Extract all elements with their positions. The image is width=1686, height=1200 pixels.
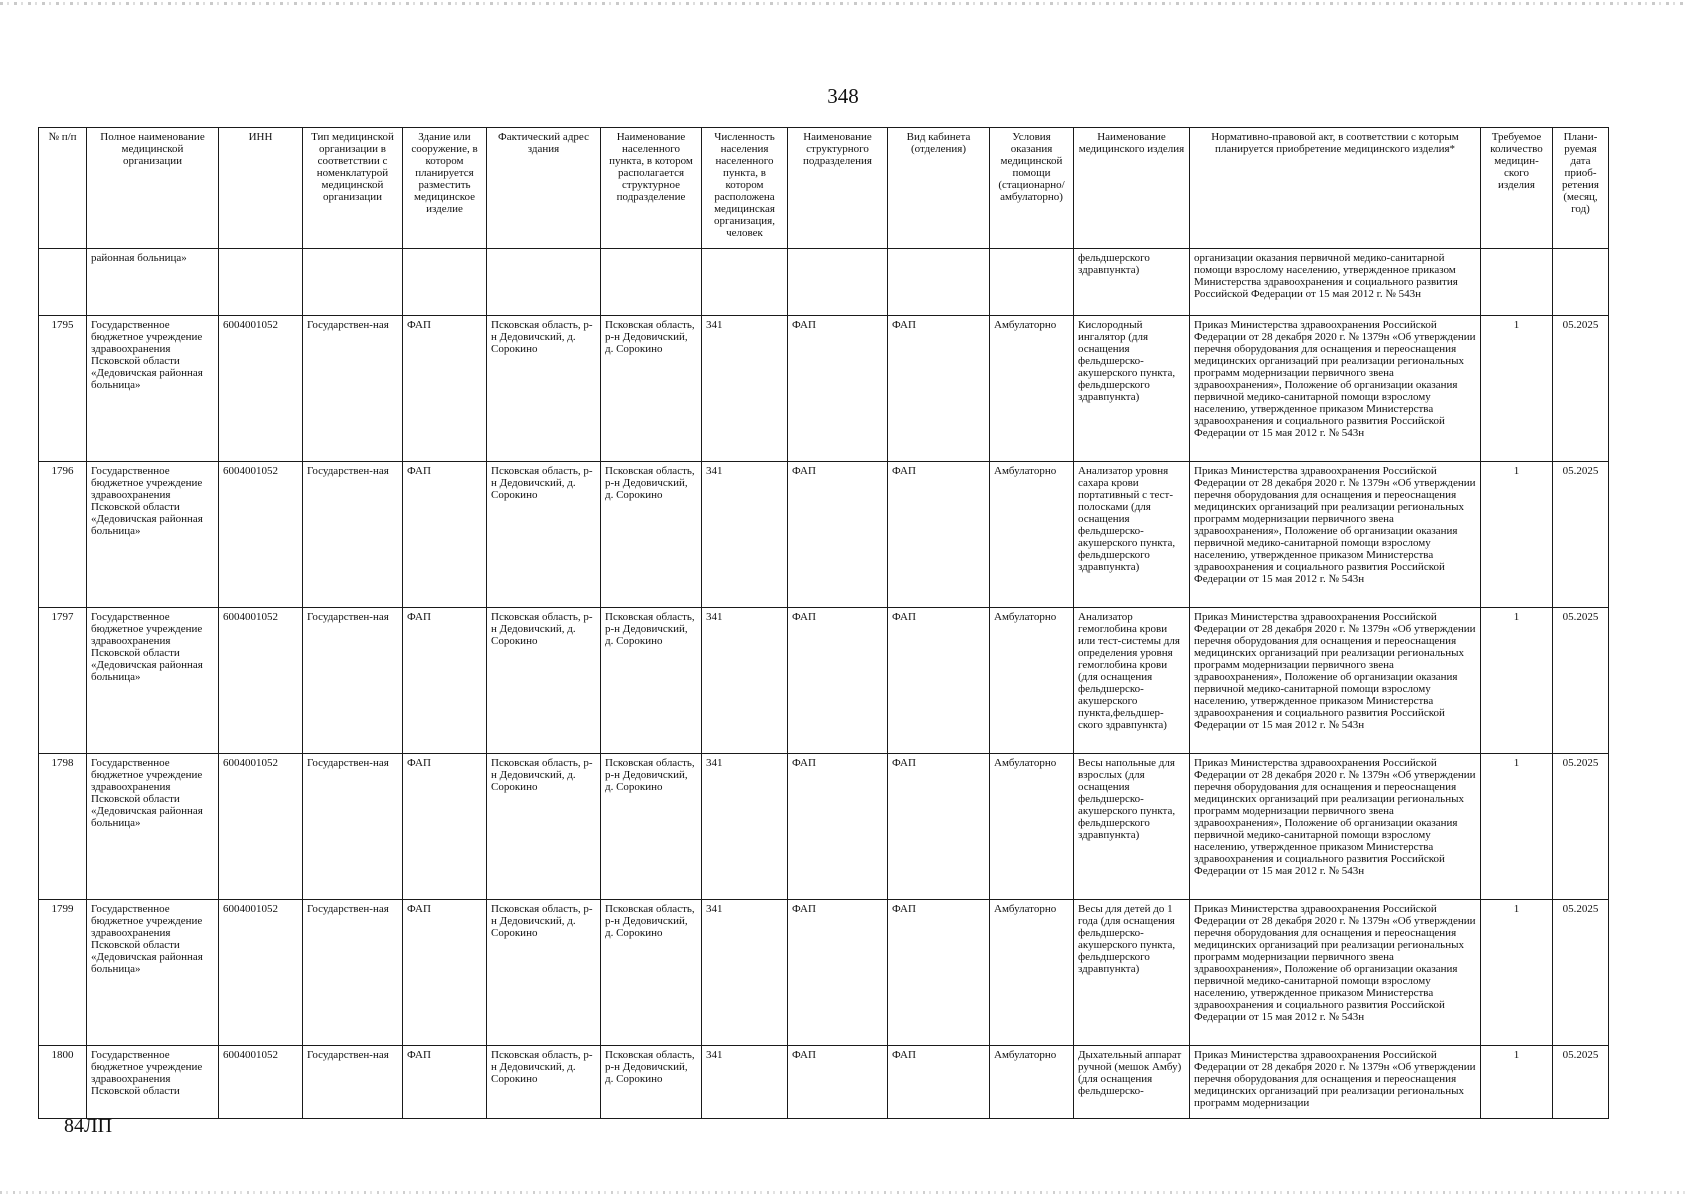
cell-type: [303, 249, 403, 316]
page-number: 348: [827, 84, 859, 108]
cell-num: 1800: [39, 1046, 87, 1119]
cell-address: Псковская область, р-н Дедовичский, д. Сорокино: [487, 900, 601, 1046]
cell-num: 1799: [39, 900, 87, 1046]
header-population: Численность населения населенного пункта, в котором расположена медицинская организация, человек: [702, 128, 788, 249]
cell-org: Государственное бюджетное учреждение здравоохранения Псковской области «Дедовичская районная больница»: [87, 462, 219, 608]
scan-edge-top: [0, 2, 1686, 5]
continuation-row: [39, 249, 1609, 316]
cell-inn: 6004001052: [219, 900, 303, 1046]
cell-type: Государствен-ная: [303, 1046, 403, 1119]
cell-qty: [1481, 249, 1553, 316]
table-row: [39, 900, 1609, 1046]
cell-population: 341: [702, 900, 788, 1046]
cell-locality: Псковская область, р-н Дедовичский, д. Сорокино: [601, 754, 702, 900]
header-inn: ИНН: [219, 128, 303, 249]
cell-device: Кислородный ингалятор (для оснащения фельдшерско-акушерского пункта, фельдшерского здравпункта): [1074, 316, 1190, 462]
cell-type: Государствен-ная: [303, 754, 403, 900]
cell-locality: Псковская область, р-н Дедовичский, д. Сорокино: [601, 1046, 702, 1119]
cell-unit: ФАП: [788, 316, 888, 462]
header-device: Наименование медицинского изделия: [1074, 128, 1190, 249]
cell-unit: [788, 249, 888, 316]
cell-inn: 6004001052: [219, 462, 303, 608]
cell-population: 341: [702, 462, 788, 608]
cell-org: Государственное бюджетное учреждение здравоохранения Псковской области «Дедовичская районная больница»: [87, 316, 219, 462]
cell-num: 1797: [39, 608, 87, 754]
cell-conditions: Амбулаторно: [990, 316, 1074, 462]
cell-qty: 1: [1481, 608, 1553, 754]
cell-conditions: Амбулаторно: [990, 462, 1074, 608]
cell-org: районная больница»: [87, 249, 219, 316]
cell-inn: 6004001052: [219, 754, 303, 900]
cell-population: 341: [702, 754, 788, 900]
cell-qty: 1: [1481, 900, 1553, 1046]
cell-locality: Псковская область, р-н Дедовичский, д. Сорокино: [601, 316, 702, 462]
cell-conditions: [990, 249, 1074, 316]
header-date: Плани-руемая дата приоб-ретения (месяц, год): [1553, 128, 1609, 249]
cell-num: 1798: [39, 754, 87, 900]
cell-num: 1796: [39, 462, 87, 608]
cell-address: Псковская область, р-н Дедовичский, д. Сорокино: [487, 462, 601, 608]
table-row: [39, 462, 1609, 608]
header-address: Фактический адрес здания: [487, 128, 601, 249]
cell-act: Приказ Министерства здравоохранения Российской Федерации от 28 декабря 2020 г. № 1379н «Об утверждении перечня оборудования для оснащения и переоснащения медицинских организаций при реализации региональных программ модернизации первичного звена здравоохранения», Положение об организации оказания первичной медико-санитарной помощи взрослому населению, утвержденное приказом Министерства здравоохранения и социального развития Российской Федерации от 15 мая 2012 г. № 543н: [1190, 754, 1481, 900]
cell-conditions: Амбулаторно: [990, 754, 1074, 900]
cell-locality: Псковская область, р-н Дедовичский, д. Сорокино: [601, 900, 702, 1046]
header-act: Нормативно-правовой акт, в соответствии с которым планируется приобретение медицинского изделия*: [1190, 128, 1481, 249]
header-cabinet: Вид кабинета (отделения): [888, 128, 990, 249]
cell-building: ФАП: [403, 608, 487, 754]
cell-population: [702, 249, 788, 316]
cell-inn: 6004001052: [219, 1046, 303, 1119]
header-type: Тип медицинской организации в соответствии с номенклатурой медицинской организации: [303, 128, 403, 249]
cell-cabinet: ФАП: [888, 900, 990, 1046]
table-row: [39, 754, 1609, 900]
cell-address: [487, 249, 601, 316]
cell-conditions: Амбулаторно: [990, 1046, 1074, 1119]
cell-act: Приказ Министерства здравоохранения Российской Федерации от 28 декабря 2020 г. № 1379н «Об утверждении перечня оборудования для оснащения и переоснащения медицинских организаций при реализации региональных программ модернизации первичного звена здравоохранения», Положение об организации оказания первичной медико-санитарной помощи взрослому населению, утвержденное приказом Министерства здравоохранения и социального развития Российской Федерации от 15 мая 2012 г. № 543н: [1190, 316, 1481, 462]
header-row: [39, 128, 1609, 249]
cell-cabinet: ФАП: [888, 462, 990, 608]
cell-unit: ФАП: [788, 462, 888, 608]
cell-locality: Псковская область, р-н Дедовичский, д. Сорокино: [601, 608, 702, 754]
cell-date: 05.2025: [1553, 462, 1609, 608]
cell-population: 341: [702, 316, 788, 462]
cell-qty: 1: [1481, 754, 1553, 900]
table-row: [39, 608, 1609, 754]
cell-act: Приказ Министерства здравоохранения Российской Федерации от 28 декабря 2020 г. № 1379н «Об утверждении перечня оборудования для оснащения и переоснащения медицинских организаций при реализации региональных программ модернизации первичного звена здравоохранения», Положение об организации оказания первичной медико-санитарной помощи взрослому населению, утвержденное приказом Министерства здравоохранения и социального развития Российской Федерации от 15 мая 2012 г. № 543н: [1190, 608, 1481, 754]
cell-date: 05.2025: [1553, 1046, 1609, 1119]
cell-population: 341: [702, 1046, 788, 1119]
cell-org: Государственное бюджетное учреждение здравоохранения Псковской области «Дедовичская районная больница»: [87, 900, 219, 1046]
cell-inn: 6004001052: [219, 316, 303, 462]
header-org: Полное наименование медицинской организации: [87, 128, 219, 249]
header-num: № п/п: [39, 128, 87, 249]
table-row: [39, 316, 1609, 462]
cell-unit: ФАП: [788, 900, 888, 1046]
cell-num: [39, 249, 87, 316]
cell-act: Приказ Министерства здравоохранения Российской Федерации от 28 декабря 2020 г. № 1379н «Об утверждении перечня оборудования для оснащения и переоснащения медицинских организаций при реализации региональных программ модернизации первичного звена здравоохранения», Положение об организации оказания первичной медико-санитарной помощи взрослому населению, утвержденное приказом Министерства здравоохранения и социального развития Российской Федерации от 15 мая 2012 г. № 543н: [1190, 900, 1481, 1046]
cell-act: организации оказания первичной медико-санитарной помощи взрослому населению, утвержденное приказом Министерства здравоохранения и социального развития Российской Федерации от 15 мая 2012 г. № 543н: [1190, 249, 1481, 316]
cell-inn: [219, 249, 303, 316]
scan-edge-bottom: [0, 1191, 1686, 1194]
cell-date: [1553, 249, 1609, 316]
cell-qty: 1: [1481, 1046, 1553, 1119]
header-unit: Наименование структурного подразделения: [788, 128, 888, 249]
cell-cabinet: ФАП: [888, 608, 990, 754]
equipment-table: [38, 127, 1609, 1119]
cell-building: [403, 249, 487, 316]
cell-act: Приказ Министерства здравоохранения Российской Федерации от 28 декабря 2020 г. № 1379н «Об утверждении перечня оборудования для оснащения и переоснащения медицинских организаций при реализации региональных программ модернизации: [1190, 1046, 1481, 1119]
cell-device: Анализатор уровня сахара крови портативный с тест-полосками (для оснащения фельдшерско-акушерского пункта, фельдшерского здравпункта): [1074, 462, 1190, 608]
cell-date: 05.2025: [1553, 608, 1609, 754]
cell-date: 05.2025: [1553, 754, 1609, 900]
cell-type: Государствен-ная: [303, 608, 403, 754]
cell-org: Государственное бюджетное учреждение здравоохранения Псковской области «Дедовичская районная больница»: [87, 754, 219, 900]
cell-conditions: Амбулаторно: [990, 900, 1074, 1046]
cell-building: ФАП: [403, 900, 487, 1046]
cell-qty: 1: [1481, 316, 1553, 462]
cell-cabinet: ФАП: [888, 316, 990, 462]
table-row: [39, 1046, 1609, 1119]
cell-conditions: Амбулаторно: [990, 608, 1074, 754]
cell-num: 1795: [39, 316, 87, 462]
cell-device: Дыхательный аппарат ручной (мешок Амбу) (для оснащения фельдшерско-: [1074, 1046, 1190, 1119]
cell-type: Государствен-ная: [303, 900, 403, 1046]
cell-date: 05.2025: [1553, 900, 1609, 1046]
cell-device: фельдшерского здравпункта): [1074, 249, 1190, 316]
cell-date: 05.2025: [1553, 316, 1609, 462]
cell-population: 341: [702, 608, 788, 754]
cell-qty: 1: [1481, 462, 1553, 608]
cell-cabinet: ФАП: [888, 1046, 990, 1119]
cell-unit: ФАП: [788, 1046, 888, 1119]
cell-type: Государствен-ная: [303, 462, 403, 608]
cell-inn: 6004001052: [219, 608, 303, 754]
cell-building: ФАП: [403, 1046, 487, 1119]
cell-address: Псковская область, р-н Дедовичский, д. Сорокино: [487, 754, 601, 900]
cell-address: Псковская область, р-н Дедовичский, д. Сорокино: [487, 608, 601, 754]
cell-locality: [601, 249, 702, 316]
header-building: Здание или сооружение, в котором планируется разместить медицинское изделие: [403, 128, 487, 249]
cell-type: Государствен-ная: [303, 316, 403, 462]
header-qty: Требуемое количество медицин-ского изделия: [1481, 128, 1553, 249]
cell-org: Государственное бюджетное учреждение здравоохранения Псковской области: [87, 1046, 219, 1119]
header-locality: Наименование населенного пункта, в котором располагается структурное подразделение: [601, 128, 702, 249]
cell-device: Весы напольные для взрослых (для оснащения фельдшерско-акушерского пункта, фельдшерского здравпункта): [1074, 754, 1190, 900]
cell-address: Псковская область, р-н Дедовичский, д. Сорокино: [487, 316, 601, 462]
cell-address: Псковская область, р-н Дедовичский, д. Сорокино: [487, 1046, 601, 1119]
cell-act: Приказ Министерства здравоохранения Российской Федерации от 28 декабря 2020 г. № 1379н «Об утверждении перечня оборудования для оснащения и переоснащения медицинских организаций при реализации региональных программ модернизации первичного звена здравоохранения», Положение об организации оказания первичной медико-санитарной помощи взрослому населению, утвержденное приказом Министерства здравоохранения и социального развития Российской Федерации от 15 мая 2012 г. № 543н: [1190, 462, 1481, 608]
cell-cabinet: ФАП: [888, 754, 990, 900]
cell-unit: ФАП: [788, 754, 888, 900]
cell-device: Анализатор гемоглобина крови или тест-системы для определения уровня гемоглобина крови (для оснащения фельдшерско-акушерского пункта,фельдшер-ского здравпункта): [1074, 608, 1190, 754]
cell-building: ФАП: [403, 462, 487, 608]
cell-building: ФАП: [403, 316, 487, 462]
cell-cabinet: [888, 249, 990, 316]
footer-code: 84ЛП: [64, 1115, 113, 1137]
cell-org: Государственное бюджетное учреждение здравоохранения Псковской области «Дедовичская районная больница»: [87, 608, 219, 754]
cell-locality: Псковская область, р-н Дедовичский, д. Сорокино: [601, 462, 702, 608]
cell-device: Весы для детей до 1 года (для оснащения фельдшерско-акушерского пункта, фельдшерского здравпункта): [1074, 900, 1190, 1046]
header-conditions: Условия оказания медицинской помощи (стационарно/ амбулаторно): [990, 128, 1074, 249]
cell-unit: ФАП: [788, 608, 888, 754]
cell-building: ФАП: [403, 754, 487, 900]
